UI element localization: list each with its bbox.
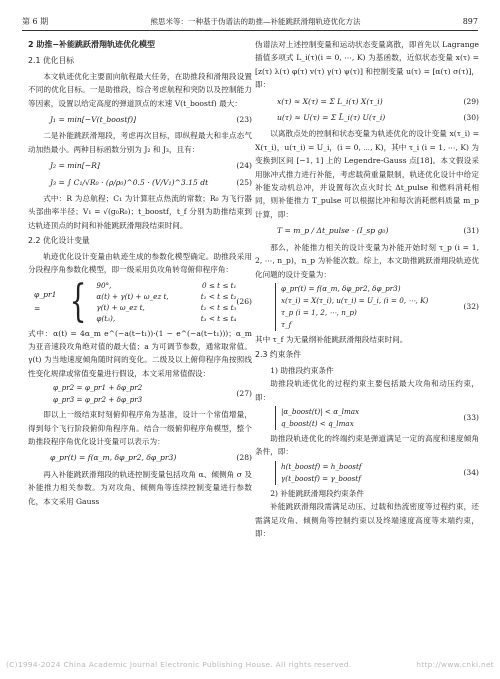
case-cond: t₃ < t ≤ t₄ [200,313,237,323]
equation-lhs: φ_pr1 = [34,290,57,313]
equation-lines [275,461,362,485]
case-cond: t₁ < t ≤ t₂ [200,291,237,301]
subsection-heading: 2.3 约束条件 [255,350,302,360]
running-header [22,14,478,28]
subsubsection-heading: 1) 助推段约束条件 [270,365,334,375]
equation-number: (25) [236,177,252,187]
case-expr: φ(t₃), [96,313,116,323]
equation-24 [28,159,252,172]
equation-number: (29) [463,96,479,106]
case-row [96,291,236,302]
paragraph: 助推段轨迹优化的过程约束主要包括最大攻角和动压约束，即： [255,379,479,402]
equation-number: (34) [463,468,479,478]
section-heading: 2 助推−补能跳跃滑翔轨迹优化模型 [28,40,156,49]
paragraph: 式中：α(t) = 4α_m e^(−a(t−t₁))·(1 − e^(−a(t−t₁)))；α_m 为亚音速段攻角绝对值的最大值；a 为可调节参数，通常取常值。γ(t) 为当地速度倾角随时间的变化。二级及以上俯仰程序角按照线性变化规律或常值变量进行假设，本文采用常值假设： [28,328,252,378]
equation-number: (33) [463,413,479,423]
paragraph: 助推段轨迹优化的终端约束是弹道满足一定的高度和速度倾角条件，即： [255,433,479,457]
piecewise-cases [96,280,236,324]
equation-body: φ_pr(t) = f(α_m, δφ_pr2, δφ_pr3) [50,453,177,463]
equation-number: (26) [236,296,252,306]
case-row [96,302,236,313]
subsection-heading: 2.1 优化目标 [28,56,75,66]
left-brace: { [70,275,87,327]
subsubsection-heading: 2) 补能跳跃滑翔段约束条件 [270,488,364,498]
equation-31 [255,224,479,237]
equation-23 [28,113,252,126]
equation-line: x(τ_i) = X(τ_i), u(τ_i) = U_i, (i = 0, ⋯, K) [281,295,429,305]
equation-body: x(τ) ≈ X(τ) = Σ L_i(τ) X(τ_i) [277,96,383,106]
equation-33 [255,406,479,430]
equation-number: (24) [236,161,252,171]
paragraph: 伪谱法对上述控制变量和运动状态变量离散，即首先以 Lagrange 插值多项式 L_i(τ)(i = 0, ⋯, K) 为基函数，近似状态变量 x(τ) = [z(τ) λ(τ) φ(τ) v(τ) γ(τ) ψ(τ)] 和控制变量 u(τ) = [α(τ) σ(τ)]，即： [255,40,479,90]
equation-lines [275,406,359,430]
running-title: 熊思米等：一种基于伪谱法的助推—补能跳跃滑翔轨迹优化方法 [150,16,361,26]
paragraph: 即以上一级结束时刻俯仰程序角为基准，设计一个常值增量，得到每个飞行阶段俯仰角程序角。结合一级俯仰程序角模型，整个助推段程序角优化设计变量可以表示为： [28,410,252,446]
issue-number: 第 6 期 [22,16,49,26]
equation-line: τ_f [281,319,292,329]
paragraph: 式中：R 为总航程；C₁ 为计算驻点热流的常数；R₀ 为飞行器头部曲率半径；V₁ = √(g₀R₀)；t_boostf，t_f 分别为助推结束到达轨迹顶点的时间和补能跳跃滑翔段结束时间。 [28,194,252,230]
right-column [255,38,479,540]
equation-body: J₁ = min[−V(t_boostf)] [50,115,137,125]
case-row [96,280,236,291]
header-rule [22,30,478,31]
equation-26 [28,275,252,327]
case-cond: t₂ < t ≤ t₃ [200,302,237,312]
equation-body: J₃ = ∫ C₁/√R₀ · (ρ/ρ₀)^0.5 · (V/V₁)^3.15 dt [50,177,209,187]
paragraph: 那么，补能推力相关的设计变量为补能开始时刻 τ_p (i = 1, 2, ⋯, n_p)，n_p 为补能次数。综上，本文助推跳跃滑翔段轨迹优化问题的设计变量为： [255,242,479,279]
page-number: 897 [462,16,478,26]
paragraph: 再入补能跳跃滑翔段的轨迹控制变量包括攻角 α、倾侧角 σ 及补能推力相关参数。为对攻角、倾侧角等连续控制变量进行参数化，本文采用 Gauss [28,469,252,506]
equation-number: (31) [463,226,479,236]
equation-27 [28,382,252,406]
equation-line: h(t_boostf) = h_boostf [281,461,362,471]
copyright-text: (C)1994-2024 China Academic Journal Electronic Publishing House. All rights reserved. [6,660,352,669]
equation-number: (32) [463,302,479,312]
copyright-footer [6,660,494,669]
equation-25 [28,176,252,189]
equation-28 [28,451,252,464]
equation-line: τ_p (i = 1, 2, ⋯, n_p) [281,307,357,317]
equation-lines [275,283,428,331]
paragraph: 以离散点处的控制和状态变量为轨迹优化的设计变量 x(τ_i) = X(τ_i)，u(τ_i) = U_i，(i = 0, ⋯, K)，其中 τ_i (i = 1, ⋯, K) 为变换到区间 [−1, 1] 上的 Legendre-Gauss 点[18]。本文假设采用脉冲式推力进行补能，考虑载荷重量限制，轨迹优化设计中给定补能发动机总冲，并设置每次点火时长 Δt_pulse 和燃料消耗相同，则补能推力 T_pulse 可以根据比冲和每次消耗燃料质量 m_p 计算，即： [255,129,479,219]
paragraph: 轨迹优化设计变量由轨迹生成的参数化模型确定。助推段采用分段程序角参数化模型，即一级采用负攻角转弯俯仰程序角： [28,251,252,275]
paragraph: 本文轨迹优化主要面向航程最大任务，在助推段和滑翔段设置不同的优化目标。一是助推段，综合考虑航程和突防以及控制能力等因素，设置以给定高度的弹道顶点的末速 V(t_boostf) 最大： [28,71,252,108]
equation-body: u(τ) ≈ U(τ) = Σ L̃_i(τ) U(τ_i) [277,113,386,123]
case-expr: γ(t) + ω_ez t, [96,302,145,312]
equation-30 [255,111,479,124]
equation-line: φ_pr2 = φ_pr1 + δφ_pr2 [53,383,143,393]
paragraph: 其中 τ_f 为无量纲补能跳跃滑翔段结束时间。 [255,334,408,344]
equation-body: T = m_p / Δt_pulse · (I_sp g₀) [277,226,389,236]
equation-number: (27) [236,389,252,399]
equation-34 [255,461,479,485]
equation-32 [255,283,479,331]
paragraph: 补能跳跃滑翔段需满足动压、过载和热流密度等过程约束，还需满足攻角、倾侧角等控制约束以及终端速度高度等末端约束，即： [255,502,479,538]
equation-line: q_boost(t) < q_lmax [281,418,354,428]
case-row [96,313,236,324]
paragraph: 二是补能跳跃滑翔段，考虑再次目标，即纵程最大和非点态气动加热最小。两种目标函数分别为 J₂ 和 J₃，且有： [28,131,252,154]
left-column [28,38,252,508]
equation-lines [48,382,142,406]
cnki-link[interactable]: http://www.cnki.net [416,660,494,669]
equation-line: φ_pr(t) = f(α_m, δφ_pr2, δφ_pr3) [281,283,401,293]
case-expr: 90°, [96,280,112,290]
equation-line: φ_pr3 = φ_pr2 + δφ_pr3 [53,395,143,405]
subsection-heading: 2.2 优化设计变量 [28,236,90,246]
equation-29 [255,95,479,108]
equation-number: (30) [463,113,479,123]
case-cond: 0 ≤ t ≤ t₁ [201,280,237,290]
equation-line: |α_boost(t)| < α_lmax [281,406,360,416]
equation-body: J₂ = min[−R] [50,161,100,171]
equation-line: γ(t_boostf) = γ_boostf [281,473,361,483]
equation-number: (28) [236,453,252,463]
equation-number: (23) [236,115,252,125]
case-expr: α(t) + γ(t) + ω_ez t, [96,291,169,301]
